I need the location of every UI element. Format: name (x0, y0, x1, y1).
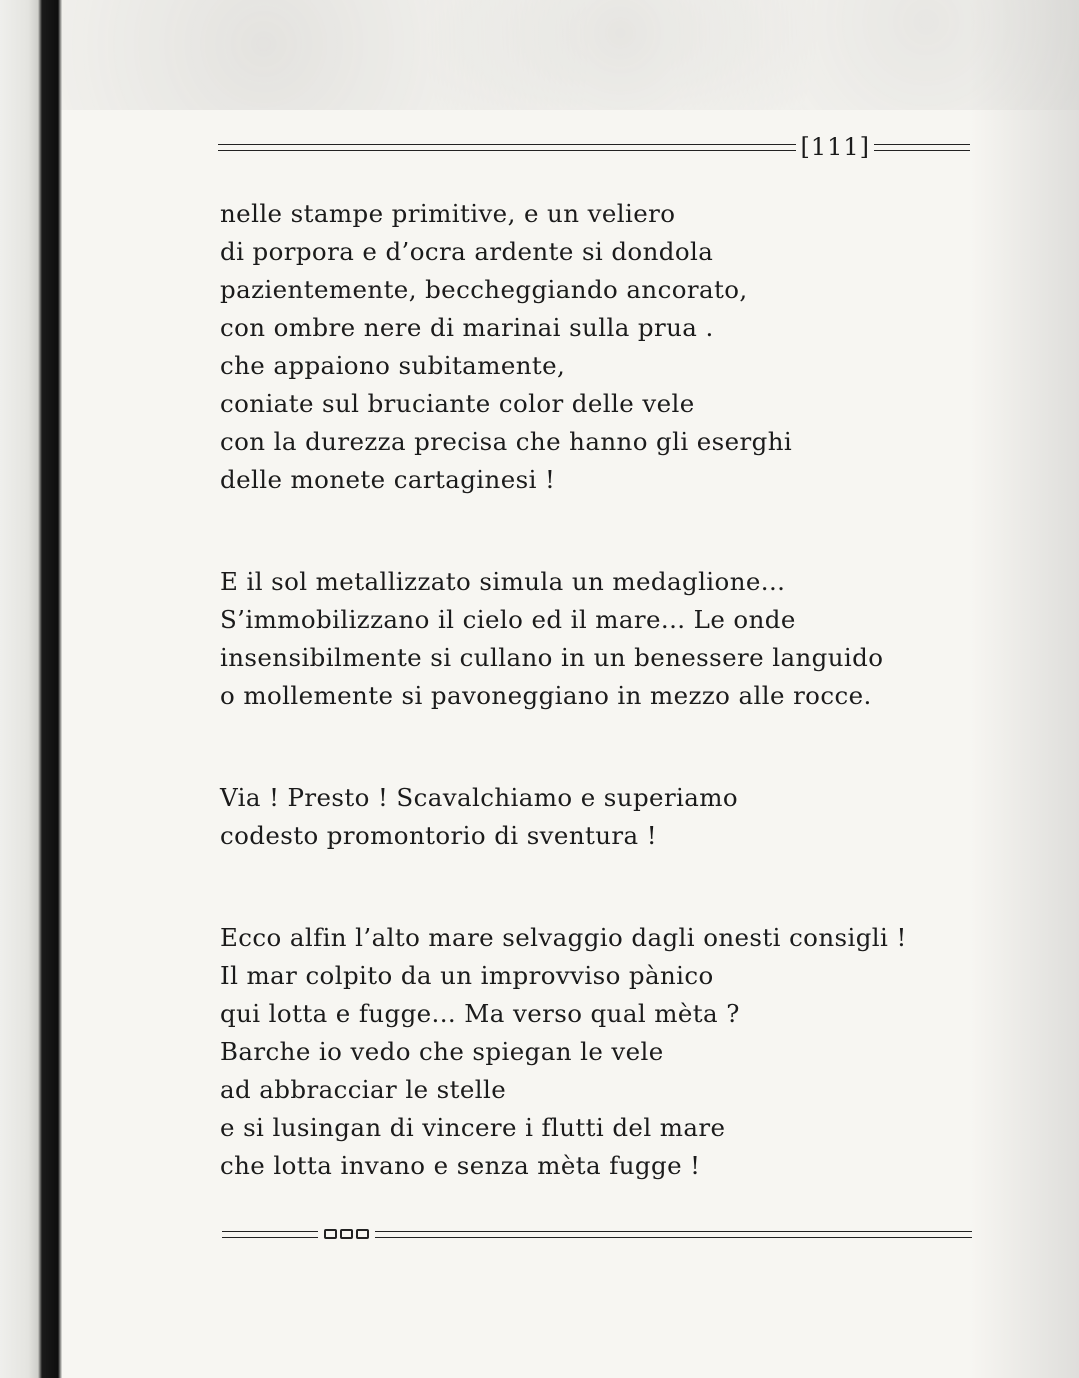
footer-double-line-right (375, 1231, 972, 1238)
page-number: [111] (800, 133, 870, 161)
page-binding-edge (0, 0, 62, 1378)
footer-ornament (318, 1229, 375, 1239)
scan-noise-top (60, 0, 1079, 110)
stanza (220, 563, 980, 715)
verse-line: o mollemente si pavoneggiano in mezzo alle rocce. (220, 681, 872, 710)
verse-line: che appaiono subitamente, (220, 351, 566, 380)
verse-line: di porpora e d’ocra ardente si dondola (220, 237, 714, 266)
header-rule (218, 132, 970, 162)
verse-line: pazientemente, beccheggiando ancorato, (220, 275, 748, 304)
footer-double-line-left (222, 1231, 318, 1238)
stanza (220, 779, 980, 855)
verse-line: coniate sul bruciante color delle vele (220, 389, 695, 418)
verse-line: con ombre nere di marinai sulla prua . (220, 313, 714, 342)
verse-line: Ecco alfin l’alto mare selvaggio dagli onesti consigli ! (220, 923, 907, 952)
ornament-box-icon (324, 1229, 337, 1239)
header-double-line-right (874, 144, 970, 151)
verse-line: e si lusingan di vincere i flutti del mare (220, 1113, 726, 1142)
scan-noise-right (969, 0, 1079, 1378)
footer-rule (222, 1222, 972, 1246)
verse-line: nelle stampe primitive, e un veliero (220, 199, 676, 228)
verse-line: insensibilmente si cullano in un benessere languido (220, 643, 884, 672)
ornament-box-icon (356, 1229, 369, 1239)
verse-line: Via ! Presto ! Scavalchiamo e superiamo (220, 783, 739, 812)
verse-line: delle monete cartaginesi ! (220, 465, 556, 494)
ornament-box-icon (340, 1229, 353, 1239)
verse-line: E il sol metallizzato simula un medaglione... (220, 567, 786, 596)
verse-line: che lotta invano e senza mèta fugge ! (220, 1151, 701, 1180)
verse-line: Il mar colpito da un improvviso pànico (220, 961, 714, 990)
poem-body (220, 195, 980, 1185)
verse-line: S’immobilizzano il cielo ed il mare... Le onde (220, 605, 796, 634)
header-double-line-left (218, 144, 796, 151)
verse-line: Barche io vedo che spiegan le vele (220, 1037, 664, 1066)
stanza (220, 195, 980, 499)
verse-line: qui lotta e fugge... Ma verso qual mèta ? (220, 999, 740, 1028)
verse-line: con la durezza precisa che hanno gli eserghi (220, 427, 793, 456)
verse-line: ad abbracciar le stelle (220, 1075, 507, 1104)
verse-line: codesto promontorio di sventura ! (220, 821, 657, 850)
stanza (220, 919, 980, 1185)
